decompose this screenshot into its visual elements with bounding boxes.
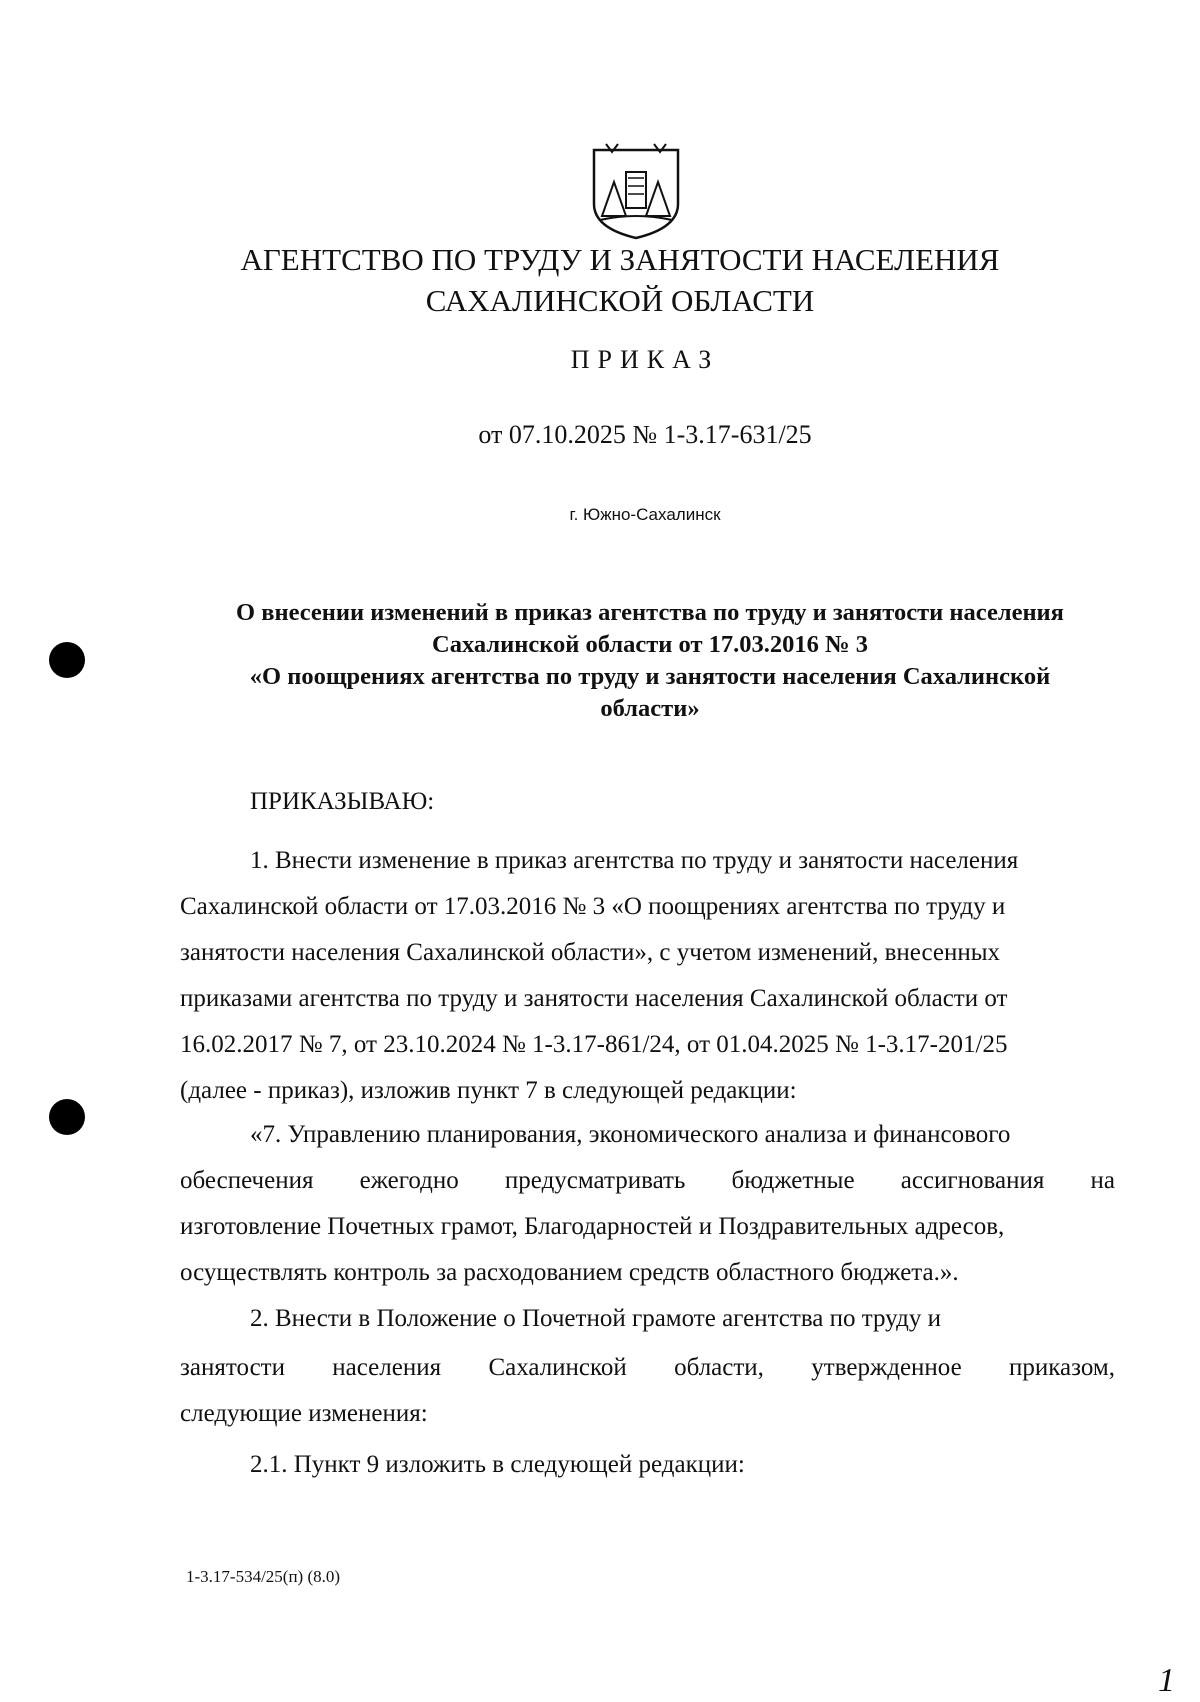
title-line4: области» bbox=[600, 695, 700, 722]
order-word: ПРИКАЗЫВАЮ: bbox=[250, 788, 435, 815]
paragraph-line: занятости населения Сахалинской области», с учетом изменений, внесенных bbox=[180, 939, 1001, 966]
word: приказом, bbox=[1009, 1354, 1115, 1381]
word: на bbox=[1090, 1167, 1115, 1194]
paragraph-line: следующие изменения: bbox=[180, 1400, 428, 1427]
paragraph-line: «7. Управлению планирования, экономического анализа и финансового bbox=[250, 1121, 1011, 1148]
paragraph-line: изготовление Почетных грамот, Благодарностей и Поздравительных адресов, bbox=[180, 1213, 1005, 1240]
paragraph-line: 16.02.2017 № 7, от 23.10.2024 № 1-3.17-861/24, от 01.04.2025 № 1-3.17-201/25 bbox=[180, 1031, 1008, 1058]
word: населения bbox=[332, 1354, 442, 1381]
word: обеспечения bbox=[180, 1167, 314, 1194]
title-line3: «О поощрениях агентства по труду и занятости населения Сахалинской bbox=[249, 663, 1051, 690]
word: области, bbox=[674, 1354, 764, 1381]
paragraph-line: Сахалинской области от 17.03.2016 № 3 «О поощрениях агентства по труду и bbox=[180, 893, 1006, 920]
coat-of-arms-icon bbox=[588, 142, 684, 242]
title-line2: Сахалинской области от 17.03.2016 № 3 bbox=[432, 631, 868, 658]
word: ассигнования bbox=[900, 1167, 1045, 1194]
title-line1: О внесении изменений в приказ агентства по труду и занятости населения bbox=[236, 599, 1064, 626]
punch-hole-icon bbox=[49, 1099, 85, 1135]
word: предусматривать bbox=[504, 1167, 686, 1194]
word: утвержденное bbox=[811, 1354, 962, 1381]
city: г. Южно-Сахалинск bbox=[569, 505, 721, 524]
page-number: 1 bbox=[1158, 1662, 1175, 1699]
paragraph-line: (далее - приказ), изложив пункт 7 в следующей редакции: bbox=[180, 1077, 797, 1104]
document-type: ПРИКАЗ bbox=[570, 345, 720, 374]
paragraph-line-justified bbox=[180, 1167, 1115, 1195]
paragraph-line: 2. Внести в Положение о Почетной грамоте агентства по труду и bbox=[250, 1305, 941, 1332]
paragraph-line-justified bbox=[180, 1354, 1115, 1382]
org-name-line2: САХАЛИНСКОЙ ОБЛАСТИ bbox=[425, 283, 815, 318]
word: занятости bbox=[180, 1354, 285, 1381]
org-name-line1: АГЕНТСТВО ПО ТРУДУ И ЗАНЯТОСТИ НАСЕЛЕНИЯ bbox=[240, 242, 1000, 277]
paragraph-line: 2.1. Пункт 9 изложить в следующей редакции: bbox=[250, 1451, 745, 1478]
paragraph-line: приказами агентства по труду и занятости населения Сахалинской области от bbox=[180, 985, 1008, 1012]
punch-hole-icon bbox=[49, 642, 85, 678]
word: бюджетные bbox=[731, 1167, 855, 1194]
date-and-number: от 07.10.2025 № 1-3.17-631/25 bbox=[478, 420, 812, 449]
word: ежегодно bbox=[359, 1167, 459, 1194]
document-id: 1-3.17-534/25(п) (8.0) bbox=[186, 1567, 341, 1586]
paragraph-line: осуществлять контроль за расходованием средств областного бюджета.». bbox=[180, 1259, 959, 1286]
word: Сахалинской bbox=[488, 1354, 627, 1381]
paragraph-line: 1. Внести изменение в приказ агентства по труду и занятости населения bbox=[250, 847, 1019, 874]
